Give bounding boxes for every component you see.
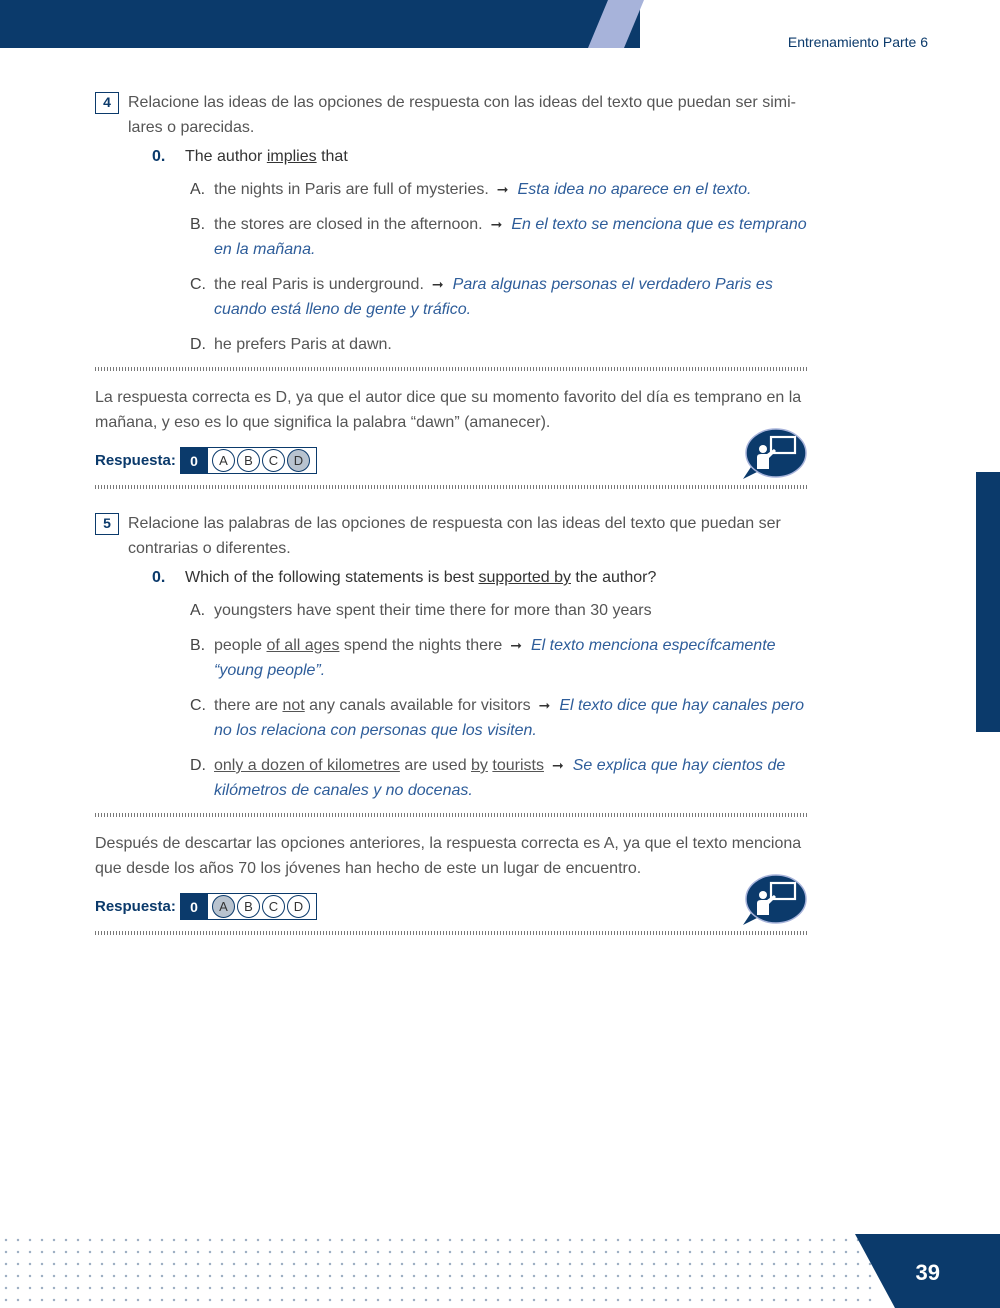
side-tab-marker <box>976 472 1000 732</box>
exercise-4 <box>95 90 807 489</box>
question-number: 0. <box>152 148 166 165</box>
right-arrow-icon: ➞ <box>510 637 522 653</box>
option-letter: C. <box>190 276 206 293</box>
option-keyword: tourists <box>492 757 544 774</box>
answer-row <box>95 447 807 475</box>
right-arrow-icon: ➞ <box>490 216 503 232</box>
option-letter: B. <box>190 637 206 654</box>
section-title: Entrenamiento Parte 6 <box>787 34 928 50</box>
answer-bubble-c[interactable]: C <box>262 895 285 918</box>
option-d <box>190 332 807 357</box>
option-letter: D. <box>190 757 206 774</box>
option-keyword: not <box>282 697 305 714</box>
answer-sheet <box>180 893 317 920</box>
option-b <box>190 212 807 262</box>
option-keyword: by <box>471 757 488 774</box>
dotted-divider <box>95 485 807 489</box>
question <box>152 565 807 591</box>
option-a <box>190 177 807 202</box>
option-text: there are <box>214 697 283 714</box>
option-c <box>190 693 807 743</box>
option-note: El texto menciona específcamente “young people”. <box>214 637 776 679</box>
answer-bubble-b[interactable]: B <box>237 449 260 472</box>
option-note: En el texto se menciona que es temprano en la mañana. <box>214 216 807 258</box>
answer-bubble-d[interactable]: D <box>287 449 310 472</box>
right-arrow-icon: ➞ <box>551 757 564 773</box>
instruction-line-1: Relacione las ideas de las opciones de respuesta con las ideas del texto que puedan ser simi- <box>128 94 796 111</box>
option-text: he prefers Paris at dawn. <box>214 336 392 353</box>
answer-sheet <box>180 447 317 474</box>
footer-dot-pattern <box>0 1234 880 1308</box>
question-text: Which of the following statements is best <box>185 569 479 586</box>
answer-bubble-a[interactable]: A <box>212 895 235 918</box>
right-arrow-icon: ➞ <box>496 181 509 197</box>
option-note: Se explica que hay cientos de kilómetros de canales y no docenas. <box>214 757 786 799</box>
option-c <box>190 272 807 322</box>
question-keyword: supported by <box>478 569 571 586</box>
option-letter: A. <box>190 181 206 198</box>
page-number: 39 <box>915 1260 940 1285</box>
option-text: people <box>214 637 267 654</box>
answer-bubble-d[interactable]: D <box>287 895 310 918</box>
answer-bubble-a[interactable]: A <box>212 449 235 472</box>
option-note: El texto dice que hay canales pero no los relaciona con personas que los visiten. <box>214 697 804 739</box>
instruction-line-2: contrarias o diferentes. <box>128 540 291 557</box>
exercise-number: 4 <box>95 92 119 114</box>
question <box>152 144 807 170</box>
exercise-number: 5 <box>95 513 119 535</box>
instruction-line-2: lares o parecidas. <box>128 119 255 136</box>
explanation-text: La respuesta correcta es D, ya que el autor dice que su momento favorito del día es temprano en la mañana, y eso es lo que significa la palabra “dawn” (amanecer). <box>95 389 802 431</box>
dotted-divider <box>95 367 807 371</box>
question-text-end: that <box>316 148 348 165</box>
question-text: The author <box>185 148 267 165</box>
option-letter: B. <box>190 216 206 233</box>
option-b <box>190 633 807 683</box>
option-note: Esta idea no aparece en el texto. <box>517 181 752 198</box>
answer-bubble-b[interactable]: B <box>237 895 260 918</box>
option-letter: A. <box>190 602 206 619</box>
exercise-instruction <box>95 90 807 140</box>
dotted-divider <box>95 931 807 935</box>
right-arrow-icon: ➞ <box>431 276 444 292</box>
question-keyword: implies <box>266 148 317 165</box>
question-number: 0. <box>152 569 166 586</box>
exercise-5 <box>95 511 807 935</box>
option-text: are used <box>399 757 472 774</box>
dotted-divider <box>95 813 807 817</box>
instruction-line-1: Relacione las palabras de las opciones de respuesta con las ideas del texto que puedan ser <box>128 515 781 532</box>
option-keyword: only a dozen of kilometres <box>214 757 400 774</box>
answer-item-number: 0 <box>180 893 208 920</box>
page-content <box>95 90 807 935</box>
option-note: Para algunas personas el verdadero Paris es cuando está lleno de gente y tráfico. <box>214 276 773 318</box>
answer-item-number: 0 <box>180 447 208 474</box>
option-text-end: spend the nights there <box>339 637 503 654</box>
option-a <box>190 598 807 623</box>
option-letter: C. <box>190 697 206 714</box>
teacher-presentation-icon <box>741 873 807 927</box>
option-text: the stores are closed in the afternoon. <box>214 216 483 233</box>
explanation-text: Después de descartar las opciones anteriores, la respuesta correcta es A, ya que el texto menciona que desde los años 70 los jóvenes han hecho de este un lugar de encuentro. <box>95 835 802 877</box>
option-text: the nights in Paris are full of mysteries. <box>214 181 489 198</box>
exercise-instruction <box>95 511 807 561</box>
right-arrow-icon: ➞ <box>538 697 551 713</box>
option-list <box>190 177 807 357</box>
option-d <box>190 753 807 803</box>
option-list <box>190 598 807 803</box>
answer-label: Respuesta: <box>95 898 176 915</box>
option-text: youngsters have spent their time there for more than 30 years <box>214 602 652 619</box>
answer-row <box>95 893 807 921</box>
teacher-presentation-icon <box>741 427 807 481</box>
answer-label: Respuesta: <box>95 452 176 469</box>
option-text: the real Paris is underground. <box>214 276 424 293</box>
answer-bubble-c[interactable]: C <box>262 449 285 472</box>
option-text-end: any canals available for visitors <box>304 697 531 714</box>
question-text-end: the author? <box>570 569 657 586</box>
option-letter: D. <box>190 336 206 353</box>
option-keyword: of all ages <box>266 637 340 654</box>
